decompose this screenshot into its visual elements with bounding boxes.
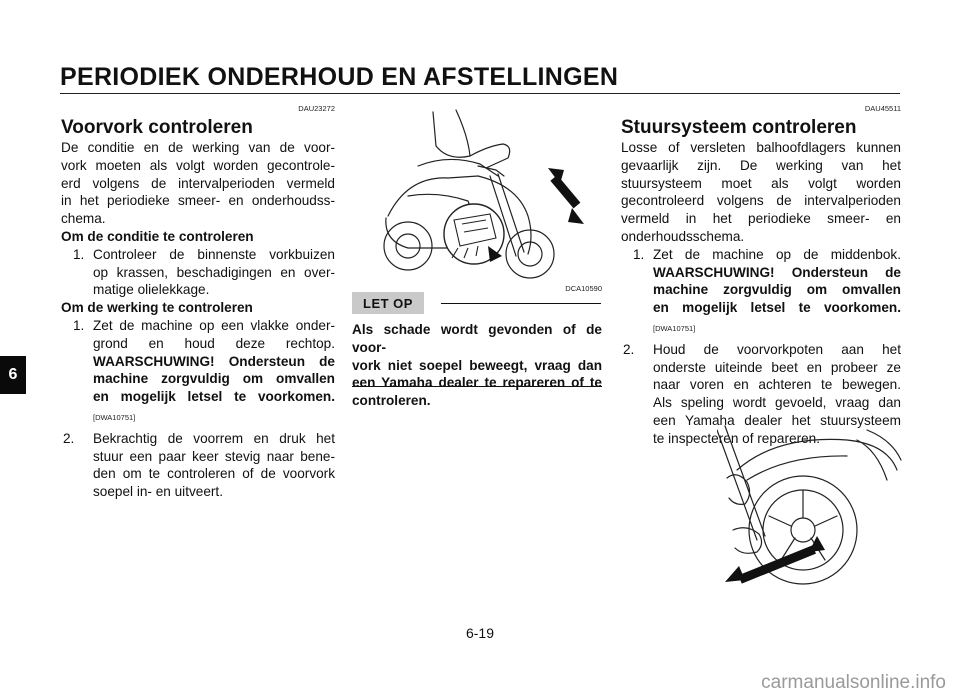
- text-line: gevaarlijk zijn. De werking van het: [621, 157, 901, 173]
- text-line: soepel in- en uitveert.: [93, 484, 223, 500]
- watermark: carmanualsonline.info: [761, 672, 946, 693]
- right-column: [621, 104, 901, 448]
- warning-code: [DWA10751]: [93, 412, 136, 422]
- text-line: onderhoudsschema.: [621, 228, 745, 244]
- section-code: DAU23272: [298, 104, 335, 113]
- text-line: een Yamaha dealer het stuursysteem: [653, 412, 901, 428]
- page-number: 6-19: [465, 625, 495, 641]
- text-line: een Yamaha dealer te repareren of te: [352, 375, 602, 391]
- text-line: Als speling wordt gevoeld, vraag dan: [653, 395, 901, 411]
- text-line: vork moeten als volgt worden gecontrole-: [61, 157, 335, 173]
- text-line: controleren.: [352, 393, 431, 409]
- caution-label: LET OP: [352, 292, 424, 314]
- chapter-tab: 6: [0, 356, 26, 394]
- text-line: naar voren en achteren te bewegen.: [653, 377, 901, 393]
- warning-line: WAARSCHUWING! Ondersteun de: [653, 264, 901, 280]
- warning-code: [DWA10751]: [653, 323, 696, 333]
- scooter-fork-illustration: [378, 106, 593, 281]
- section-code: DAU45511: [864, 104, 901, 113]
- caution-bottom-rule: [352, 386, 602, 387]
- text-line: vermeld in het periodieke smeer- en: [621, 211, 901, 227]
- header-divider: [60, 93, 900, 94]
- text-line: op krassen, beschadigingen en over-: [93, 264, 335, 280]
- section-title: Stuursysteem controleren: [621, 117, 857, 138]
- page-header-title: PERIODIEK ONDERHOUD EN AFSTELLINGEN: [60, 63, 619, 91]
- text-line: gecontroleerd volgens de intervalperioden: [621, 193, 901, 209]
- text-line: te inspecteren of repareren.: [653, 430, 821, 446]
- text-line: Bekrachtig de voorrem en druk het: [93, 430, 335, 446]
- list-item: [61, 317, 335, 427]
- steering-check-illustration: [717, 420, 902, 590]
- text-line: Controleer de binnenste vorkbuizen: [93, 246, 335, 262]
- text-line: De conditie en de werking van de voor-: [61, 140, 335, 155]
- warning-line: machine zorgvuldig om omvallen: [653, 282, 901, 298]
- text-line: chema.: [61, 211, 106, 227]
- warning-line: machine zorgvuldig om omvallen: [93, 371, 335, 387]
- caution-text: [352, 321, 602, 410]
- subheading: Om de werking te controleren: [61, 300, 253, 316]
- list-item: [621, 246, 901, 338]
- list-number: 1.: [73, 317, 85, 333]
- list-number: 2.: [63, 430, 75, 446]
- text-line: Zet de machine op de middenbok.: [653, 246, 901, 262]
- text-line: vork niet soepel beweegt, vraag dan: [352, 357, 602, 373]
- text-line: Zet de machine op een vlakke onder-: [93, 317, 335, 333]
- text-line: stuursysteem moet als volgt worden: [621, 175, 901, 191]
- intro-paragraph: [621, 139, 901, 448]
- warning-line: en mogelijk letsel te voorkomen.: [93, 389, 335, 405]
- text-line: Als schade wordt gevonden of de voor-: [352, 322, 602, 355]
- caution-code: DCA10590: [565, 284, 602, 293]
- list-number: 1.: [73, 246, 85, 262]
- text-line: Losse of versleten balhoofdlagers kunnen: [621, 140, 901, 155]
- section-title: Voorvork controleren: [61, 117, 253, 138]
- caution-rule: [441, 303, 601, 304]
- warning-line: en mogelijk letsel te voorkomen.: [653, 300, 901, 316]
- text-line: grond en houd deze rechtop.: [93, 335, 335, 351]
- list-item: [61, 246, 335, 299]
- text-line: Houd de voorvorkpoten aan het: [653, 341, 901, 357]
- subheading: Om de conditie te controleren: [61, 228, 254, 244]
- left-column: [61, 104, 335, 501]
- text-line: erd volgens de intervalperioden vermeld: [61, 175, 335, 191]
- text-line: in het periodieke smeer- en onderhoudss-: [61, 193, 335, 209]
- list-number: 2.: [623, 341, 635, 357]
- text-line: onderste uiteinde beet en probeer ze: [653, 359, 901, 375]
- intro-paragraph: [61, 139, 335, 501]
- warning-line: WAARSCHUWING! Ondersteun de: [93, 353, 335, 369]
- list-item: [61, 430, 335, 501]
- list-number: 1.: [633, 246, 645, 262]
- text-line: matige olielekkage.: [93, 282, 210, 298]
- text-line: stuur een paar keer stevig naar bene-: [93, 448, 335, 464]
- text-line: den om te controleren of de voorvork: [93, 466, 335, 482]
